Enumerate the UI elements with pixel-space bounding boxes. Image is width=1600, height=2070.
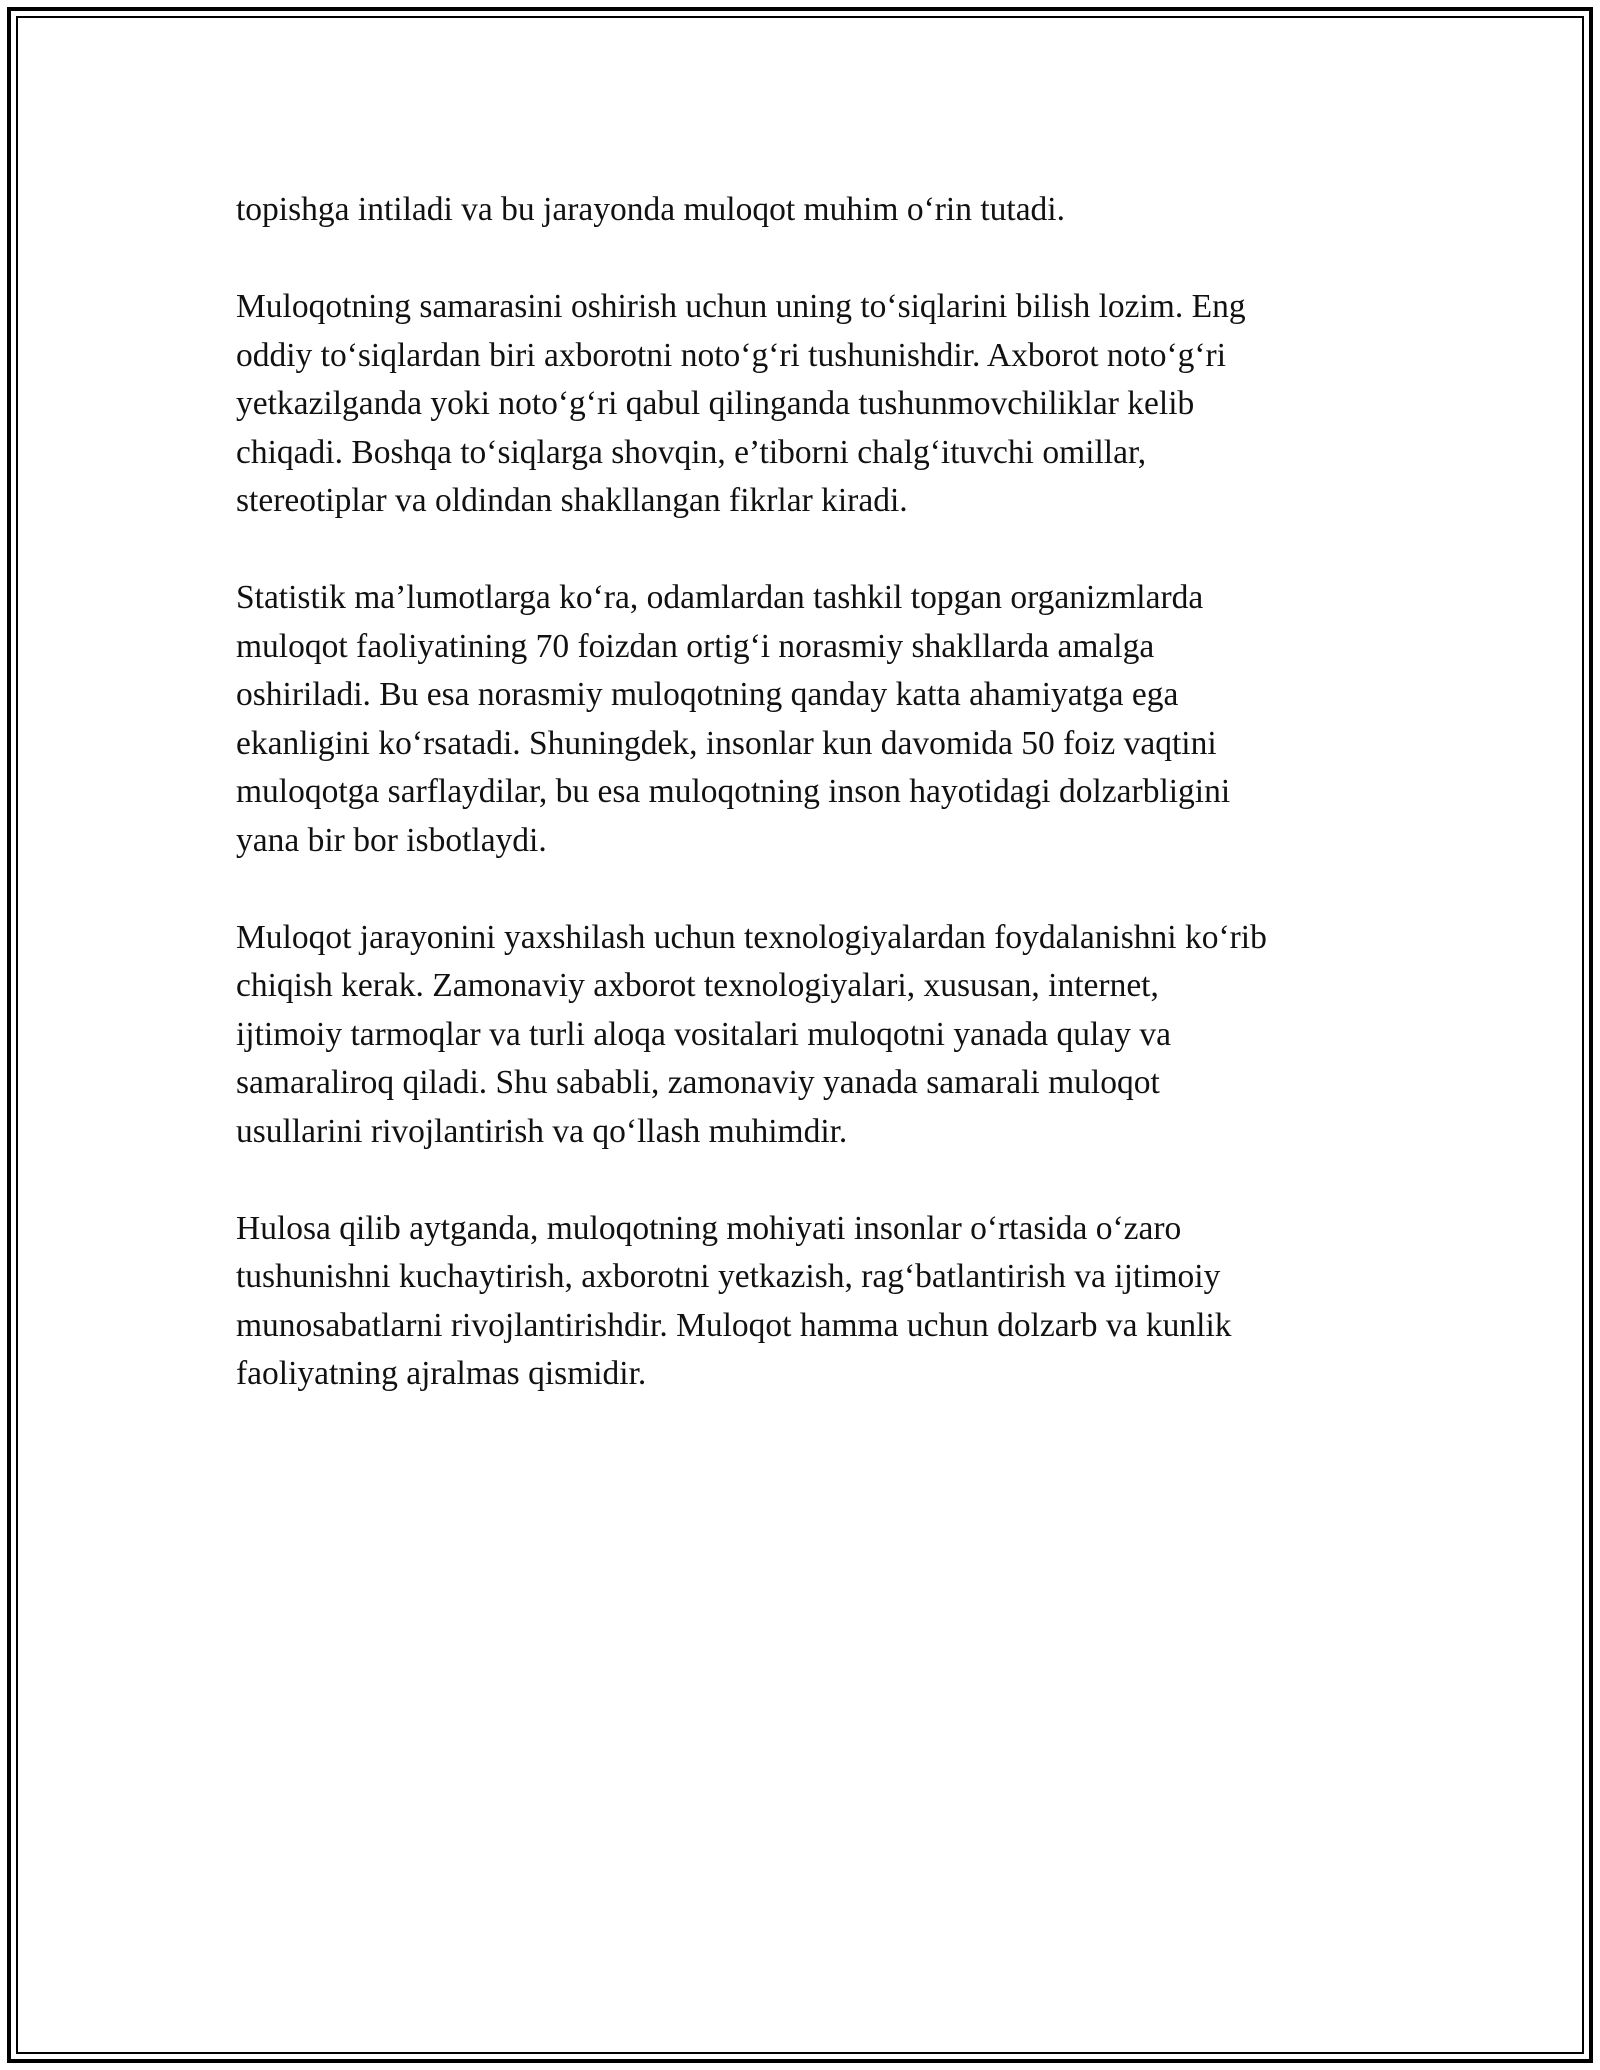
text-line: ekanligini ko‘rsatadi. Shuningdek, insonlar kun davomida 50 foiz vaqtini [236, 724, 1217, 762]
text-line: usullarini rivojlantirish va qo‘llash muhimdir. [236, 1112, 848, 1150]
text-line: chiqadi. Boshqa to‘siqlarga shovqin, e’tiborni chalg‘ituvchi omillar, [236, 433, 1147, 471]
paragraph-3 [236, 574, 1376, 865]
text-line: yana bir bor isbotlaydi. [236, 821, 547, 859]
text-line: samaraliroq qiladi. Shu sababli, zamonaviy yanada samarali muloqot [236, 1064, 1160, 1101]
paragraph-2 [236, 283, 1376, 526]
paragraph-4 [236, 914, 1376, 1157]
text-line: Muloqotning samarasini oshirish uchun uning to‘siqlarini bilish lozim. Eng [236, 288, 1246, 325]
text-line: chiqish kerak. Zamonaviy axborot texnologiyalari, xususan, internet, [236, 967, 1159, 1004]
page-content [236, 186, 1376, 1447]
text-line: muloqot faoliyatining 70 foizdan ortig‘i norasmiy shakllarda amalga [236, 627, 1155, 665]
text-line: Muloqot jarayonini yaxshilash uchun texnologiyalardan foydalanishni ko‘rib [236, 918, 1267, 956]
text-line: oshiriladi. Bu esa norasmiy muloqotning qanday katta ahamiyatga ega [236, 676, 1179, 713]
text-line: tushunishni kuchaytirish, axborotni yetkazish, rag‘batlantirish va ijtimoiy [236, 1258, 1221, 1295]
text-line: oddiy to‘siqlardan biri axborotni noto‘g‘ri tushunishdir. Axborot noto‘g‘ri [236, 336, 1227, 374]
text-line: munosabatlarni rivojlantirishdir. Muloqot hamma uchun dolzarb va kunlik [236, 1306, 1232, 1344]
text-line: yetkazilganda yoki noto‘g‘ri qabul qilinganda tushunmovchiliklar kelib [236, 385, 1195, 422]
text-line: Hulosa qilib aytganda, muloqotning mohiyati insonlar o‘rtasida o‘zaro [236, 1209, 1182, 1247]
text-line: topishga intiladi va bu jarayonda muloqot muhim o‘rin tutadi. [236, 191, 1065, 228]
text-line: ijtimoiy tarmoqlar va turli aloqa vositalari muloqotni yanada qulay va [236, 1015, 1171, 1053]
paragraph-1 [236, 186, 1376, 235]
text-line: Statistik ma’lumotlarga ko‘ra, odamlardan tashkil topgan organizmlarda [236, 579, 1204, 616]
paragraph-5 [236, 1205, 1376, 1399]
text-line: muloqotga sarflaydilar, bu esa muloqotning inson hayotidagi dolzarbligini [236, 773, 1231, 810]
text-line: stereotiplar va oldindan shakllangan fikrlar kiradi. [236, 482, 908, 519]
text-line: faoliyatning ajralmas qismidir. [236, 1355, 647, 1392]
